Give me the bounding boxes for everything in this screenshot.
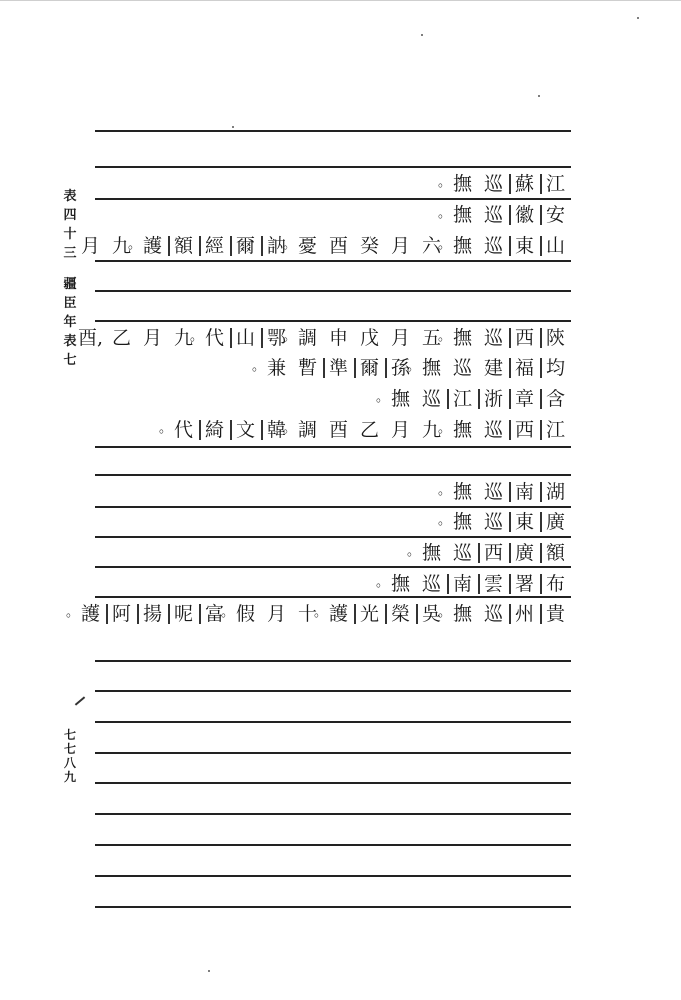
table-row xyxy=(447,508,571,536)
table-cell-char: 酉 xyxy=(328,419,348,441)
table-cell-char: 廣 xyxy=(540,510,571,534)
side-title-char: 疆 xyxy=(63,277,77,292)
table-cell-char: 代 。 xyxy=(168,418,199,442)
table-cell-char: 西 xyxy=(509,326,540,350)
side-title-char: 表 xyxy=(63,334,77,349)
scan-speck xyxy=(208,970,210,972)
table-cell-char: 南 xyxy=(447,572,478,596)
table-cell-char: 月 xyxy=(390,235,410,257)
side-title-char: 臣 xyxy=(63,296,77,311)
side-title-char: 表 xyxy=(63,189,77,204)
table-cell-char: 九 xyxy=(111,235,131,257)
table-cell-char: 江 xyxy=(540,418,571,442)
table-cell-char: 癸 xyxy=(359,235,379,257)
table-cell-char: 護 。 xyxy=(75,602,106,626)
scan-speck xyxy=(538,95,540,97)
table-cell-char: 撫 。 xyxy=(416,356,447,380)
table-cell-char: 假 。 xyxy=(230,602,261,626)
table-cell-char: 撫 。 xyxy=(447,510,478,534)
table-cell-char: 五 xyxy=(421,327,441,349)
table-cell-char: 富 xyxy=(199,602,230,626)
table-rule-line xyxy=(95,752,571,754)
table-cell-char: 月 xyxy=(266,603,286,625)
scan-speck xyxy=(421,34,423,36)
table-cell-char: 憂 。 xyxy=(292,234,323,258)
table-rule-line xyxy=(95,260,571,262)
table-cell-char: 酉 xyxy=(328,235,348,257)
page-number-char: 七 xyxy=(63,742,76,756)
pen-tick-mark xyxy=(75,696,85,705)
table-cell-char: 額 xyxy=(168,234,199,258)
table-cell-char: 撫 。 xyxy=(447,172,478,196)
table-cell-char: 山 xyxy=(540,234,571,258)
table-cell-char: 調 。 xyxy=(292,326,323,350)
table-cell-char: 巡 xyxy=(421,388,441,410)
table-row xyxy=(261,354,571,382)
table-cell-char: 撫 。 xyxy=(447,480,478,504)
table-cell-char: 月 xyxy=(80,235,100,257)
table-rule-line xyxy=(95,290,571,292)
table-cell-char: 南 xyxy=(509,480,540,504)
table-cell-char: 韓 xyxy=(261,418,292,442)
table-cell-char: 鄂 xyxy=(261,326,292,350)
table-rule-line xyxy=(95,906,571,908)
table-cell-char: 東 xyxy=(509,510,540,534)
table-cell-char: 東 xyxy=(509,234,540,258)
table-cell-char: 湖 xyxy=(540,480,571,504)
table-cell-char: 撫 。 xyxy=(447,602,478,626)
table-cell-char: 巡 xyxy=(421,573,441,595)
table-cell-char: 撫 。 xyxy=(447,234,478,258)
table-row xyxy=(75,232,571,260)
table-cell-char: 撫 。 xyxy=(447,418,478,442)
table-cell-char: 酉, xyxy=(77,327,104,349)
table-cell-char: 福 xyxy=(509,356,540,380)
table-cell-char: 山 xyxy=(230,326,261,350)
table-cell-char: 布 xyxy=(540,572,571,596)
table-cell-char: 安 xyxy=(540,203,571,227)
table-cell-char: 貴 xyxy=(540,602,571,626)
table-cell-char: 額 xyxy=(540,541,571,565)
table-cell-char: 月 xyxy=(390,327,410,349)
table-cell-char: 西 xyxy=(478,541,509,565)
table-cell-char: 江 xyxy=(540,172,571,196)
table-cell-char: 撫 。 xyxy=(447,326,478,350)
table-rule-line xyxy=(95,320,571,322)
table-cell-char: 經 xyxy=(199,234,230,258)
table-cell-char: 暫 xyxy=(297,357,317,379)
table-cell-char: 均 xyxy=(540,356,571,380)
table-cell-char: 江 xyxy=(447,387,478,411)
table-cell-char: 巡 xyxy=(483,173,503,195)
table-rule-line xyxy=(95,690,571,692)
table-cell-char: 巡 xyxy=(483,204,503,226)
table-cell-char: 陝 xyxy=(540,326,571,350)
table-cell-char: 十 xyxy=(297,603,317,625)
table-rule-line xyxy=(95,446,571,448)
page-number xyxy=(58,728,82,784)
table-rule-line xyxy=(95,536,571,538)
scan-top-border xyxy=(0,0,681,1)
table-cell-char: 爾 xyxy=(230,234,261,258)
table-cell-char: 爾 xyxy=(354,356,385,380)
table-cell-char: 綺 xyxy=(199,418,230,442)
table-cell-char: 乙 xyxy=(359,419,379,441)
table-cell-char: 撫 。 xyxy=(447,203,478,227)
table-cell-char: 撫 。 xyxy=(416,541,447,565)
table-cell-char: 文 xyxy=(230,418,261,442)
table-row xyxy=(75,324,571,352)
page-number-char: 七 xyxy=(63,728,76,742)
side-title-char: 三 xyxy=(63,246,77,261)
table-cell-char: 兼 。 xyxy=(261,356,292,380)
table-cell-char: 六 xyxy=(421,235,441,257)
table-cell-char: 廣 xyxy=(509,541,540,565)
table-row xyxy=(447,201,571,229)
table-cell-char: 巡 xyxy=(452,357,472,379)
table-cell-char: 孫 xyxy=(385,356,416,380)
table-rule-line xyxy=(95,474,571,476)
table-row xyxy=(168,416,571,444)
side-title-char: 十 xyxy=(63,227,77,242)
table-cell-char: 調 。 xyxy=(292,418,323,442)
table-cell-char: 戊 xyxy=(359,327,379,349)
table-cell-char: 光 xyxy=(354,602,385,626)
side-title-char: 七 xyxy=(63,353,77,368)
table-cell-char: 護 。 xyxy=(323,602,354,626)
table-cell-char: 月 xyxy=(142,327,162,349)
table-cell-char: 巡 xyxy=(483,481,503,503)
table-rule-line xyxy=(95,721,571,723)
table-cell-char: 吳 xyxy=(416,602,447,626)
scan-speck xyxy=(637,17,639,19)
table-cell-char: 章 xyxy=(509,387,540,411)
table-row xyxy=(447,478,571,506)
table-cell-char: 巡 xyxy=(483,603,503,625)
table-cell-char: 巡 xyxy=(483,235,503,257)
table-cell-char: 巡 xyxy=(483,511,503,533)
table-row xyxy=(416,539,571,567)
side-title-char: 四 xyxy=(63,208,77,223)
table-row xyxy=(385,385,571,413)
table-rule-line xyxy=(95,130,571,132)
table-rule-line xyxy=(95,875,571,877)
table-rule-line xyxy=(95,813,571,815)
table-rule-line xyxy=(95,660,571,662)
page-number-char: 八 xyxy=(63,756,76,770)
table-cell-char: 月 xyxy=(390,419,410,441)
table-cell-char: 九 xyxy=(421,419,441,441)
scan-speck xyxy=(232,126,234,128)
table-cell-char: 訥 xyxy=(261,234,292,258)
table-cell-char: 乙 xyxy=(111,327,131,349)
table-cell-char: 建 xyxy=(483,357,503,379)
table-cell-char: 巡 xyxy=(483,327,503,349)
table-cell-char: 護 。 xyxy=(137,234,168,258)
table-cell-char: 含 xyxy=(540,387,571,411)
table-cell-char: 呢 xyxy=(168,602,199,626)
table-cell-char: 蘇 xyxy=(509,172,540,196)
table-rule-line xyxy=(95,844,571,846)
table-cell-char: 署 xyxy=(509,572,540,596)
table-cell-char: 西 xyxy=(509,418,540,442)
table-rule-line xyxy=(95,166,571,168)
side-title-char: 年 xyxy=(63,315,77,330)
table-cell-char: 徽 xyxy=(509,203,540,227)
table-cell-char: 雲 xyxy=(478,572,509,596)
table-rule-line xyxy=(95,782,571,784)
table-cell-char: 揚 xyxy=(137,602,168,626)
table-cell-char: 申 xyxy=(328,327,348,349)
table-cell-char: 巡 xyxy=(452,542,472,564)
table-cell-char: 巡 xyxy=(483,419,503,441)
table-cell-char: 榮 xyxy=(385,602,416,626)
table-cell-char: 撫 。 xyxy=(385,572,416,596)
table-cell-char: 準 xyxy=(323,356,354,380)
table-row xyxy=(385,570,571,598)
table-cell-char: 代 。 xyxy=(199,326,230,350)
table-row xyxy=(75,600,571,628)
table-row xyxy=(447,170,571,198)
table-cell-char: 九 xyxy=(173,327,193,349)
table-rule-line xyxy=(95,198,571,200)
table-cell-char: 州 xyxy=(509,602,540,626)
table-cell-char: 阿 xyxy=(106,602,137,626)
table-cell-char: 浙 xyxy=(478,387,509,411)
table-cell-char: 撫 。 xyxy=(385,387,416,411)
page-number-char: 九 xyxy=(63,770,76,784)
